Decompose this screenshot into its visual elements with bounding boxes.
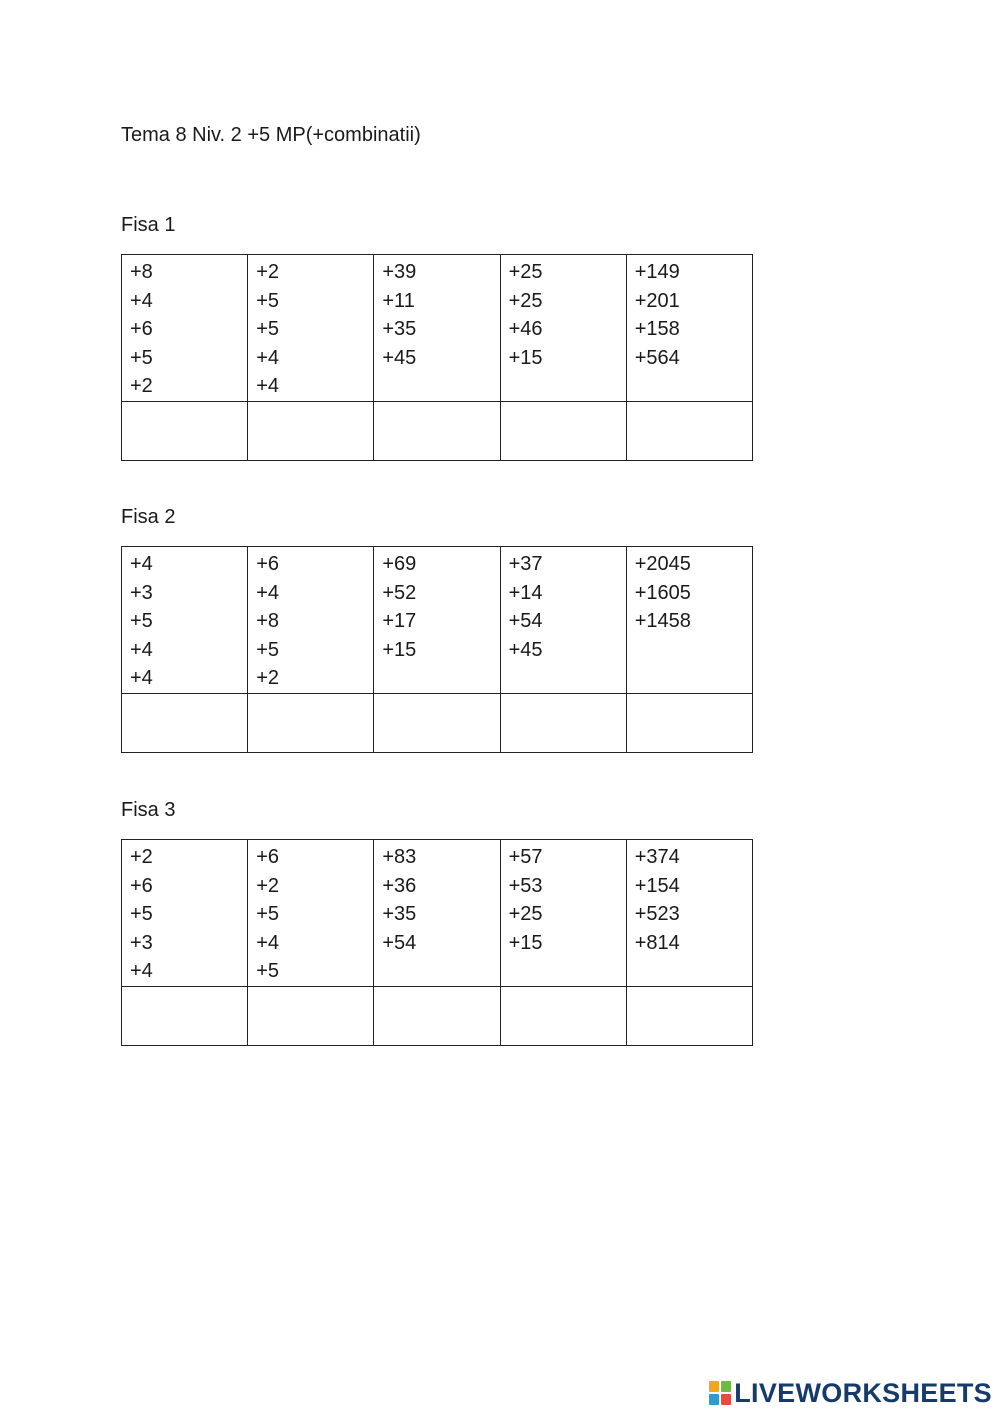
answer-cell[interactable] [626,401,752,460]
answer-input[interactable] [501,987,626,1045]
answer-cell[interactable] [626,693,752,752]
operand: +5 [256,289,279,312]
operands-cell [248,840,374,987]
answer-cell[interactable] [122,693,248,752]
answer-input[interactable] [248,987,373,1045]
answer-input[interactable] [248,402,373,460]
answer-input[interactable] [122,402,247,460]
sheet-label: Fisa 2 [121,506,176,528]
operand: +6 [256,846,279,868]
answer-input[interactable] [501,402,626,460]
operand: +2 [256,874,279,897]
operand: +201 [634,289,680,312]
answer-cell[interactable] [500,693,626,752]
operands-cell [626,840,752,987]
operand: +17 [382,610,417,633]
operand: +4 [130,960,153,983]
answer-cell[interactable] [374,986,500,1045]
operand: +5 [130,610,153,633]
answer-input[interactable] [248,694,373,752]
operand: +46 [508,318,543,341]
answer-input[interactable] [374,987,499,1045]
operand: +57 [508,846,543,868]
answer-cell[interactable] [374,693,500,752]
operand: +39 [382,261,417,283]
operand: +25 [508,261,543,283]
answer-cell[interactable] [248,986,374,1045]
operand: +69 [382,553,417,575]
operands-cell [500,547,626,694]
operand: +5 [256,318,279,341]
operands-cell [122,255,248,402]
operand: +4 [256,931,279,954]
operand: +45 [382,346,417,369]
operand: +37 [508,553,543,575]
operand: +5 [130,903,153,926]
operand: +2045 [634,553,691,575]
answer-cell[interactable] [248,401,374,460]
liveworksheets-logo-icon [708,1380,732,1406]
operand: +4 [256,375,279,398]
operand: +54 [382,931,417,954]
operand: +6 [130,318,153,341]
operand: +25 [508,903,543,926]
operand: +4 [256,581,279,604]
operand: +11 [382,289,415,312]
sheet-label: Fisa 1 [121,214,176,236]
operands-cell [374,840,500,987]
operand: +158 [634,318,680,341]
brand-name: LIVEWORKSHEETS [734,1377,992,1408]
operand: +83 [382,846,417,868]
operand: +4 [130,667,153,690]
answers-row [122,986,753,1045]
operand: +14 [508,581,543,604]
answer-cell[interactable] [122,986,248,1045]
answer-input[interactable] [122,694,247,752]
answer-input[interactable] [122,987,247,1045]
operand: +3 [130,931,153,954]
operands-row [122,255,753,402]
operand: +1605 [634,581,691,604]
operands-cell [248,547,374,694]
operand: +45 [508,638,543,661]
answers-row [122,401,753,460]
answer-input[interactable] [627,694,752,752]
operands-cell [248,255,374,402]
operand: +5 [256,903,279,926]
operands-row [122,547,753,694]
answers-row [122,693,753,752]
answer-input[interactable] [627,987,752,1045]
answer-cell[interactable] [374,401,500,460]
brand-logo [708,1377,992,1409]
operands-cell [500,255,626,402]
operand: +1458 [634,610,691,633]
operand: +149 [634,261,680,283]
operand: +15 [508,346,543,369]
operand: +8 [256,610,279,633]
operand: +2 [130,846,153,868]
operand: +5 [256,960,279,983]
operand: +35 [382,903,417,926]
operands-cell [626,547,752,694]
operands-cell [626,255,752,402]
answer-cell[interactable] [626,986,752,1045]
answer-cell[interactable] [500,986,626,1045]
sheet-label: Fisa 3 [121,799,176,821]
operand: +15 [382,638,417,661]
answer-cell[interactable] [500,401,626,460]
operand: +25 [508,289,543,312]
operand: +52 [382,581,417,604]
exercise-table [121,254,753,461]
operand: +564 [634,346,680,369]
operand: +6 [130,874,153,897]
operand: +36 [382,874,417,897]
operand: +523 [634,903,680,926]
operand: +374 [634,846,680,868]
operand: +15 [508,931,543,954]
operand: +2 [256,261,279,283]
operand: +53 [508,874,543,897]
operands-cell [500,840,626,987]
answer-input[interactable] [374,402,499,460]
operand: +8 [130,261,153,283]
page-title: Tema 8 Niv. 2 +5 MP(+combinatii) [121,124,421,146]
answer-cell[interactable] [122,401,248,460]
exercise-table [121,839,753,1046]
operand: +4 [130,289,153,312]
answer-input[interactable] [627,402,752,460]
operand: +2 [256,667,279,690]
operand: +4 [130,553,153,575]
answer-input[interactable] [501,694,626,752]
operand: +5 [256,638,279,661]
operands-cell [374,255,500,402]
operand: +35 [382,318,417,341]
answer-input[interactable] [374,694,499,752]
operands-row [122,840,753,987]
operand: +5 [130,346,153,369]
operand: +6 [256,553,279,575]
answer-cell[interactable] [248,693,374,752]
operand: +3 [130,581,153,604]
operand: +814 [634,931,680,954]
operand: +4 [130,638,153,661]
operand: +4 [256,346,279,369]
operands-cell [374,547,500,694]
operand: +54 [508,610,543,633]
operands-cell [122,547,248,694]
exercise-table [121,546,753,753]
operand: +154 [634,874,680,897]
operands-cell [122,840,248,987]
operand: +2 [130,375,153,398]
